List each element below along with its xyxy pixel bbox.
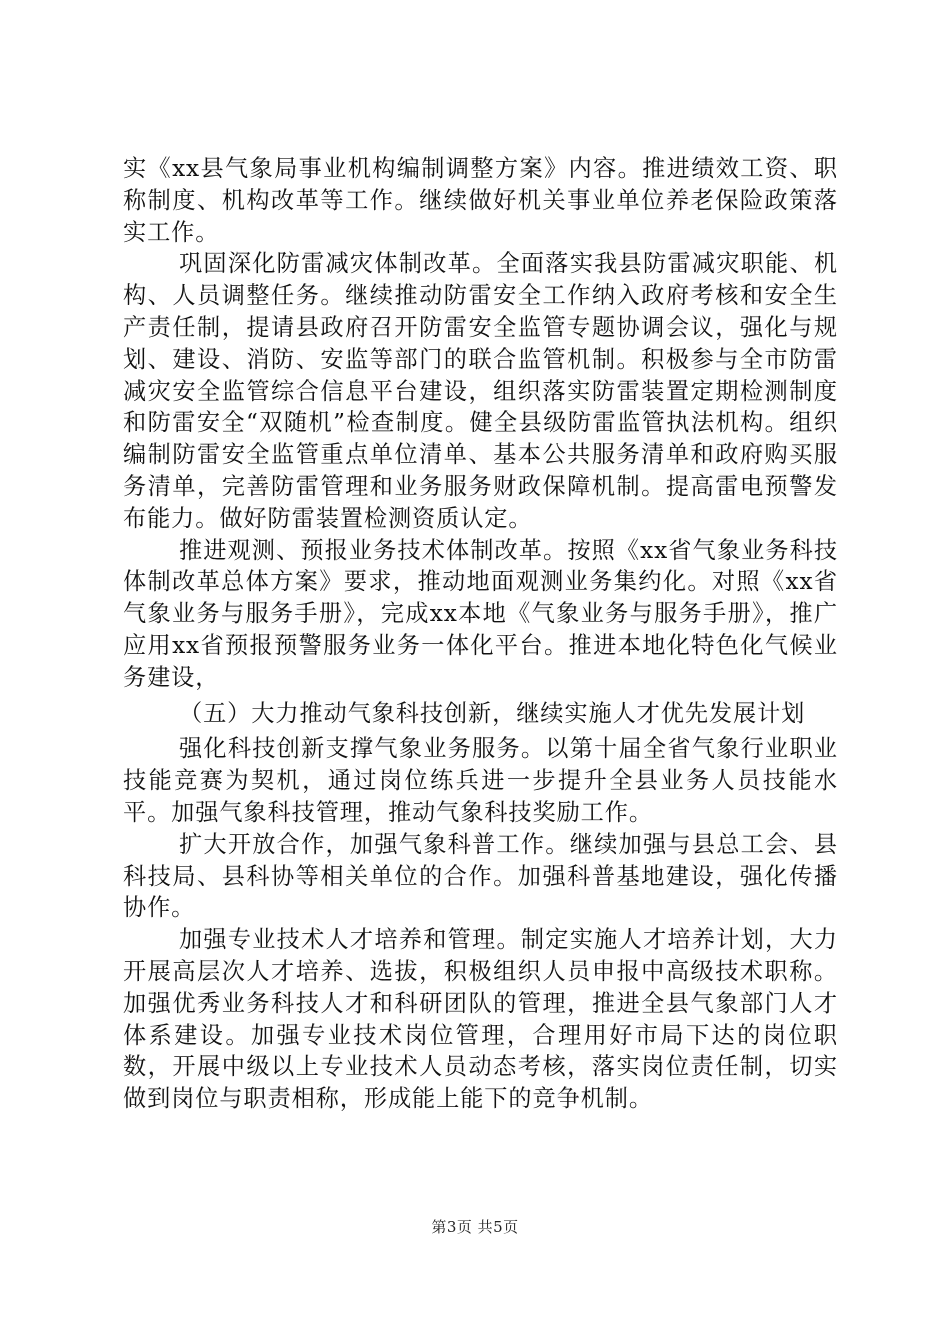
section-heading-five: （五）大力推动气象科技创新，继续实施人才优先发展计划 — [179, 699, 806, 727]
page-number-footer: 第3页 共5页 — [431, 1218, 519, 1236]
paragraph-tech-innovation: 强化科技创新支撑气象业务服务。以第十届全省气象行业职业技能竞赛为契机，通过岗位练兵进一步提升全县业务人员技能水平。加强气象科技管理，推动气象科技奖励工作。 — [123, 735, 838, 826]
document-body — [123, 153, 838, 1115]
paragraph-observation-reform: 推进观测、预报业务技术体制改革。按照《xx省气象业务科技体制改革总体方案》要求，推动地面观测业务集约化。对照《xx省气象业务与服务手册》，完成xx本地《气象业务与服务手册》，推广应用xx省预报预警服务业务一体化平台。推进本地化特色化气候业务建设， — [123, 536, 838, 691]
paragraph-lightning-reform: 巩固深化防雷减灾体制改革。全面落实我县防雷减灾职能、机构、人员调整任务。继续推动防雷安全工作纳入政府考核和安全生产责任制，提请县政府召开防雷安全监管专题协调会议，强化与规划、建设、消防、安监等部门的联合监管机制。积极参与全市防雷减灾安全监管综合信息平台建设，组织落实防雷装置定期检测制度和防雷安全“双随机”检查制度。健全县级防雷监管执法机构。组织编制防雷安全监管重点单位清单、基本公共服务清单和政府购买服务清单，完善防雷管理和业务服务财政保障机制。提高雷电预警发布能力。做好防雷装置检测资质认定。 — [123, 250, 838, 532]
paragraph-continuation: 实《xx县气象局事业机构编制调整方案》内容。推进绩效工资、职称制度、机构改革等工作。继续做好机关事业单位养老保险政策落实工作。 — [123, 155, 838, 246]
paragraph-open-cooperation: 扩大开放合作，加强气象科普工作。继续加强与县总工会、县科技局、县科协等相关单位的合作。加强科普基地建设，强化传播协作。 — [123, 830, 838, 922]
paragraph-talent-management: 加强专业技术人才培养和管理。制定实施人才培养计划，大力开展高层次人才培养、选拔，积极组织人员申报中高级技术职称。加强优秀业务科技人才和科研团队的管理，推进全县气象部门人才体系建设。加强专业技术岗位管理，合理用好市局下达的岗位职数，开展中级以上专业技术人员动态考核，落实岗位责任制，切实做到岗位与职责相称，形成能上能下的竞争机制。 — [123, 926, 838, 1113]
